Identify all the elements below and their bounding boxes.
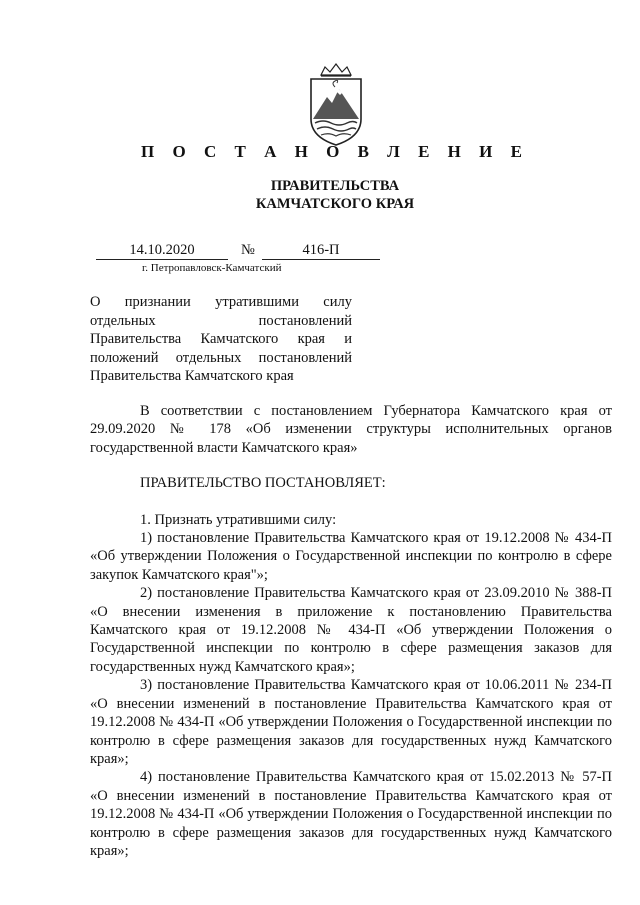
preamble-paragraph: В соответствии с постановлением Губернатора Камчатского края от 29.09.2020 № 178 «Об изменении структуры исполнительных органов государственной власти Камчатского края» (90, 403, 612, 456)
authority-line-2: КАМЧАТСКОГО КРАЯ (255, 196, 415, 212)
subject-line: положений отдельных постановлений (90, 349, 352, 366)
subject-line: О признании утратившими силу (90, 294, 352, 310)
document-title: П О С Т А Н О В Л Е Н И Е (141, 142, 529, 161)
subject-line: Правительства Камчатского края (90, 368, 294, 384)
registration-date: 14.10.2020 (96, 241, 228, 260)
subject-line: Правительства Камчатского края и (90, 331, 352, 347)
list-item: 1) постановление Правительства Камчатского края от 19.12.2008 № 434-П «Об утверждении Положения о Государственной инспекции по контролю в сфере закупок Камчатского края"»; (90, 530, 612, 583)
registration-number: 416-П (262, 241, 380, 260)
document-subject (90, 293, 352, 386)
document-body (90, 402, 612, 860)
coat-of-arms-emblem (301, 61, 371, 147)
list-item: 4) постановление Правительства Камчатского края от 15.02.2013 № 57-П «О внесении изменений в постановление Правительства Камчатского края от 19.12.2008 № 434-П «Об утверждении Положения о Государственной инспекции по контролю в сфере размещения заказов для государственных нужд Камчатского края»; (90, 769, 612, 859)
list-item: 3) постановление Правительства Камчатского края от 10.06.2011 № 234-П «О внесении изменений в постановление Правительства Камчатского края от 19.12.2008 № 434-П «Об утверждении Положения о Государственной инспекции по контролю в сфере размещения заказов для государственных нужд Камчатского края»; (90, 677, 612, 767)
list-item: 2) постановление Правительства Камчатского края от 23.09.2010 № 388-П «О внесении изменения в приложение к постановлению Правительства Камчатского края от 19.12.2008 № 434-П «Об утверждении Положения о Государственной инспекции по контролю в сфере размещения заказов для государственных нужд Камчатского края»; (90, 585, 612, 675)
issuing-authority (0, 177, 640, 213)
issuing-city: г. Петропавловск-Камчатский (142, 262, 282, 274)
subject-line: отдельных постановлений (90, 312, 352, 329)
resolve-heading: ПРАВИТЕЛЬСТВО ПОСТАНОВЛЯЕТ: (140, 475, 386, 492)
number-sign: № (241, 242, 255, 258)
authority-line-1: ПРАВИТЕЛЬСТВА (270, 178, 400, 194)
point-1: 1. Признать утратившими силу: (140, 511, 337, 528)
